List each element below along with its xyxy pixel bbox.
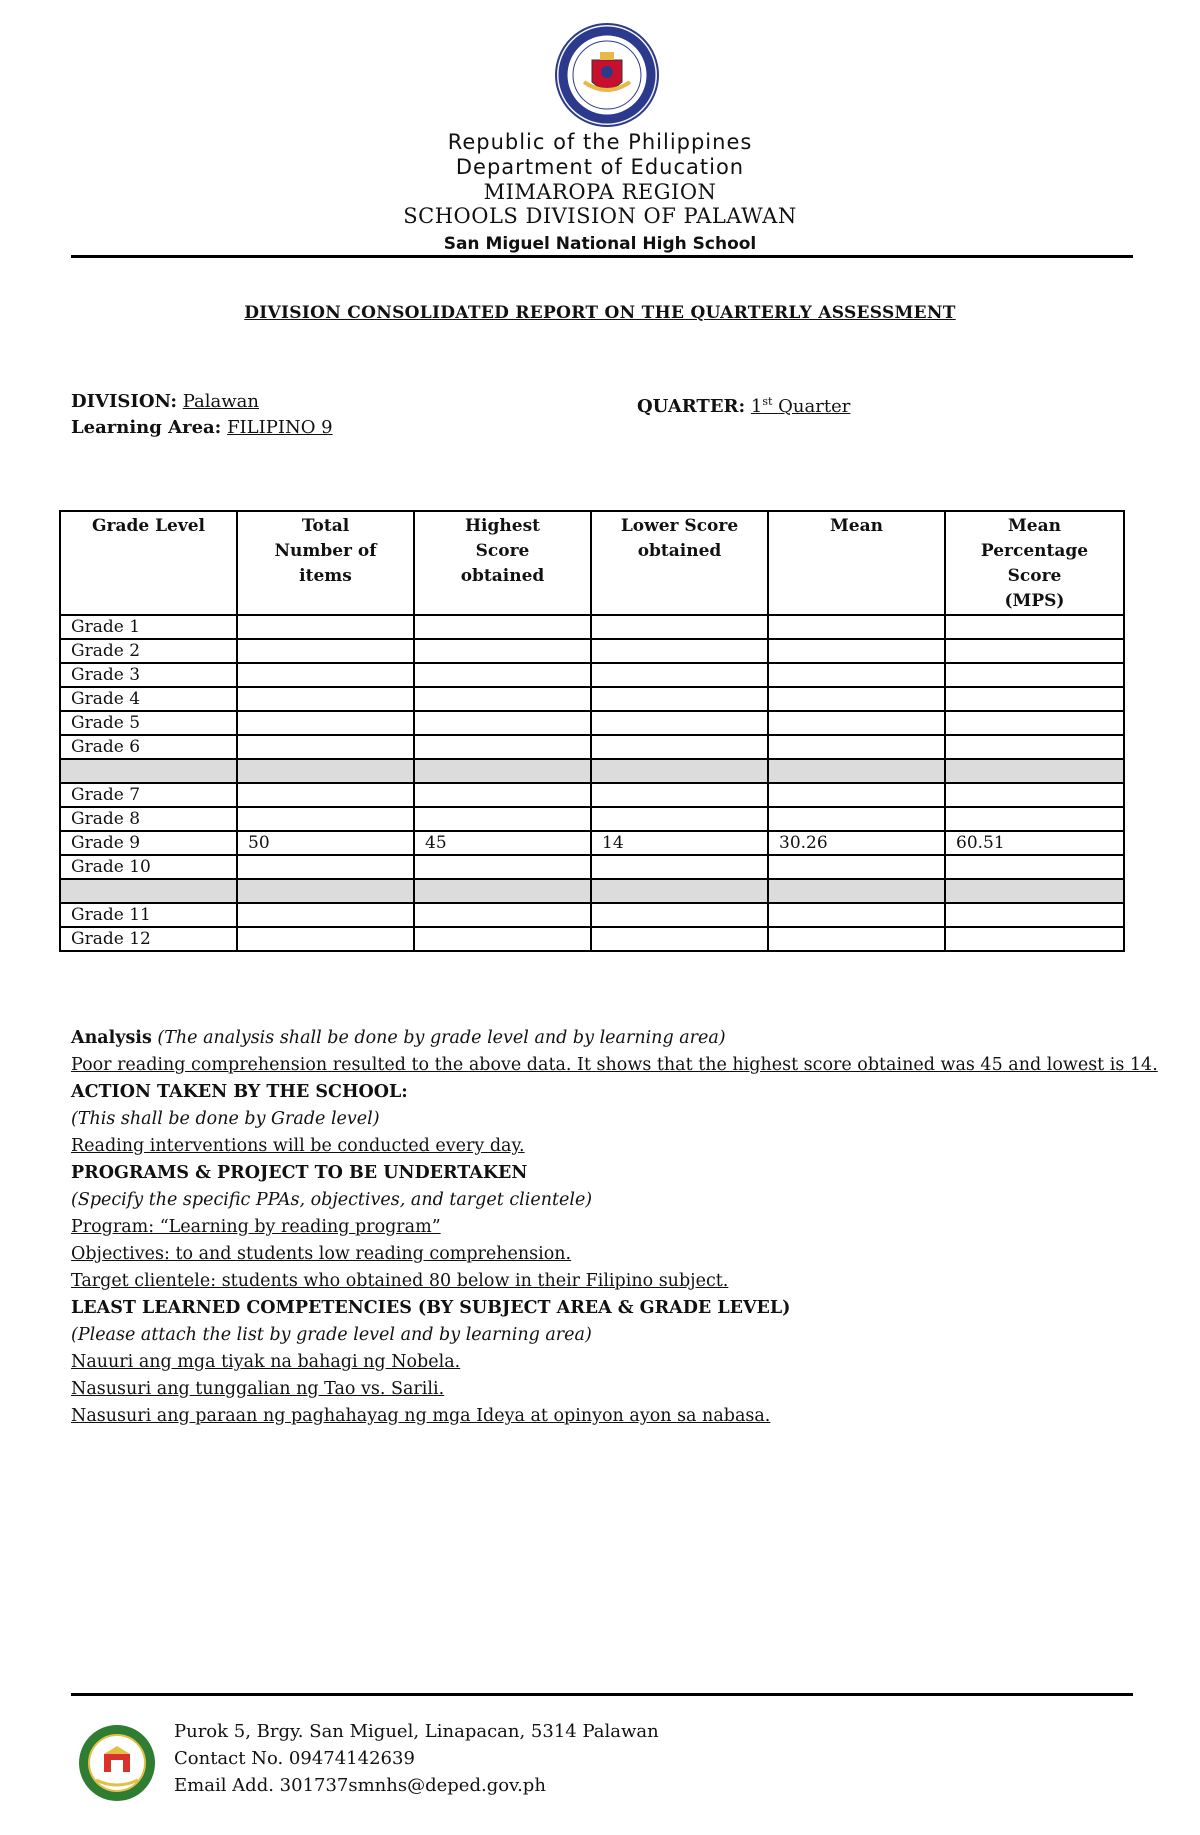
table-row: Grade 11 xyxy=(60,903,1124,927)
action-heading: ACTION TAKEN BY THE SCHOOL: xyxy=(71,1082,408,1102)
learning-area-label: Learning Area: xyxy=(71,417,222,438)
quarter-value: 1st Quarter xyxy=(750,395,851,417)
table-row: Grade 7 xyxy=(60,783,1124,807)
table-row: Grade 3 xyxy=(60,663,1124,687)
quarter-field xyxy=(637,389,850,420)
footer-email: Email Add. 301737smnhs@deped.gov.ph xyxy=(174,1775,546,1796)
competencies-note: (Please attach the list by grade level and by learning area) xyxy=(71,1325,592,1345)
header-division: SCHOOLS DIVISION OF PALAWAN xyxy=(403,204,797,228)
table-row: Grade 4 xyxy=(60,687,1124,711)
header-department: Department of Education xyxy=(455,155,745,179)
col-header-highest-score: Highest Score obtained xyxy=(414,511,591,615)
programs-note: (Specify the specific PPAs, objectives, and target clientele) xyxy=(71,1190,593,1210)
table-row: Grade 6 xyxy=(60,735,1124,759)
header-divider xyxy=(71,255,1133,258)
program-text: Program: “Learning by reading program” xyxy=(71,1217,441,1237)
table-header-row xyxy=(60,511,1124,615)
table-row: Grade 12 xyxy=(60,927,1124,951)
table-row: Grade 9 50 45 14 30.26 60.51 xyxy=(60,831,1124,855)
division-field xyxy=(71,389,259,415)
school-seal-logo xyxy=(78,1724,156,1802)
header-school-name: San Miguel National High School xyxy=(443,234,757,254)
competency-item: Nauuri ang mga tiyak na bahagi ng Nobela. xyxy=(71,1352,461,1372)
competency-item: Nasusuri ang tunggalian ng Tao vs. Sarili. xyxy=(71,1379,445,1399)
table-spacer-row xyxy=(60,759,1124,783)
target-clientele-text: Target clientele: students who obtained 80 below in their Filipino subject. xyxy=(71,1271,729,1291)
footer-address: Purok 5, Brgy. San Miguel, Linapacan, 5314 Palawan xyxy=(174,1721,659,1742)
header-region: MIMAROPA REGION xyxy=(483,180,717,204)
col-header-total-items: Total Number of items xyxy=(237,511,414,615)
col-header-mps: Mean Percentage Score (MPS) xyxy=(945,511,1124,615)
assessment-table xyxy=(59,510,1125,952)
competency-item: Nasusuri ang paraan ng paghahayag ng mga Ideya at opinyon ayon sa nabasa. xyxy=(71,1406,771,1426)
table-row: Grade 1 xyxy=(60,615,1124,639)
table-row: Grade 2 xyxy=(60,639,1124,663)
competencies-heading: LEAST LEARNED COMPETENCIES (BY SUBJECT AREA & GRADE LEVEL) xyxy=(71,1298,791,1318)
action-text: Reading interventions will be conducted every day. xyxy=(71,1136,525,1156)
col-header-lower-score: Lower Score obtained xyxy=(591,511,768,615)
table-row: Grade 5 xyxy=(60,711,1124,735)
deped-seal-logo xyxy=(554,22,660,128)
learning-area-value: FILIPINO 9 xyxy=(227,417,333,438)
col-header-mean: Mean xyxy=(768,511,945,615)
col-header-grade-level: Grade Level xyxy=(60,511,237,615)
footer-contact-block xyxy=(174,1718,659,1799)
quarter-label: QUARTER: xyxy=(637,396,746,417)
division-value: Palawan xyxy=(182,391,259,412)
action-note: (This shall be done by Grade level) xyxy=(71,1109,380,1129)
report-title: DIVISION CONSOLIDATED REPORT ON THE QUARTERLY ASSESSMENT xyxy=(244,303,956,323)
division-label: DIVISION: xyxy=(71,391,177,412)
table-row: Grade 10 xyxy=(60,855,1124,879)
header-republic: Republic of the Philippines xyxy=(447,130,753,154)
table-spacer-row xyxy=(60,879,1124,903)
footer-divider xyxy=(71,1693,1133,1696)
analysis-section xyxy=(71,1025,1158,1430)
analysis-heading: Analysis (The analysis shall be done by grade level and by learning area) xyxy=(71,1028,726,1048)
objectives-text: Objectives: to and students low reading comprehension. xyxy=(71,1244,572,1264)
analysis-text: Poor reading comprehension resulted to the above data. It shows that the highest score obtained was 45 and lowest is 14. xyxy=(71,1055,1158,1075)
learning-area-field xyxy=(71,415,333,441)
footer-contact: Contact No. 09474142639 xyxy=(174,1748,415,1769)
table-row: Grade 8 xyxy=(60,807,1124,831)
programs-heading: PROGRAMS & PROJECT TO BE UNDERTAKEN xyxy=(71,1163,528,1183)
